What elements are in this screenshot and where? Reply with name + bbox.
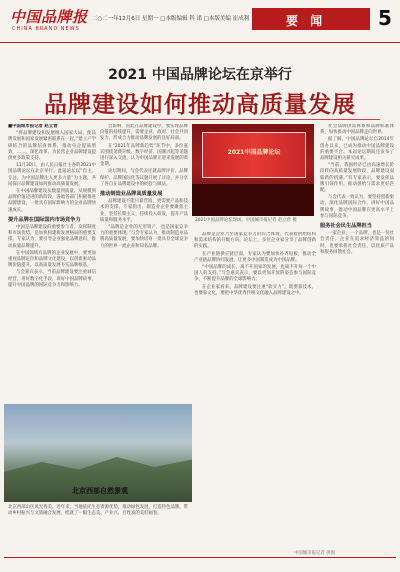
masthead-sub: CHINA BRAND NEWS <box>12 26 80 32</box>
paragraph: 论坛期间，与会代表还就品牌评价、品牌保护、品牌国际化等议题开展了讨论，并分享了各自在品牌建设中的经验与做法。 <box>100 169 188 187</box>
paragraph: 一家企业，一个品牌，也是一份社会责任。企业在追求经济效益的同时，也要承担社会责任，以优质产品和服务回馈社会。 <box>320 231 394 255</box>
paragraph: “将品牌建设和发展纳入国家大局，使品牌发展和国家发展紧密联系在一起，”建立产学研结合的品牌培育体系，推动央企提质增效，……，深化改革，为民营企业品牌建设提供更多政策支持。 <box>8 131 96 162</box>
section-name: 要 闻 <box>286 14 327 28</box>
paragraph: 与会代表一致认为，要坚持创新驱动，深化品牌国际合作，讲好中国品牌故事，推动中国品牌在更高水平上参与国际竞争。 <box>320 195 394 219</box>
paragraph: 中国是品牌建设的重要参与者，发挥制度和市场优势，是加快构建新发展格局的重要支撑。专家认为，要引导企业强化品牌意识，推动质量品牌提升。 <box>8 225 96 249</box>
photo-caption: 2021中国品牌论坛现场。中国城市报记者 赵立营 摄 <box>195 218 297 223</box>
stage-audience <box>192 184 314 216</box>
paragraph: 在企业家看来，品牌建设要注重“软实力”，既要靠技术，也要靠文化，要把中华优秀传统文化融入品牌建设之中。 <box>194 284 316 296</box>
paragraph: 会影响，因此在品牌建设中，要实现品牌价值的持续提升，需要企业、政府、社会共同发力，形成合力推动品牌发展的良好局面。 <box>100 124 188 142</box>
article-column-4 <box>320 124 394 548</box>
paragraph: 社会品牌供需体系和品牌标准体系，加快推动中国品牌走向世界。 <box>320 124 394 136</box>
paragraph: “品牌是企业的无形资产，也是国家竞争力的重要体现。”与会专家认为，推动制造业品牌高质量发展，要加快培育一批具有全球竞争力的世界一流企业和知名品牌。 <box>100 225 188 249</box>
article-column-3 <box>194 232 316 550</box>
masthead-brand: 中国品牌报 <box>10 8 88 26</box>
paragraph: 在中国领域有品牌的企业发展中，要更加重视品牌定位和品牌文化建设，以创新驱动品牌价值提升，以高质量发展夯实品牌根基。 <box>8 250 96 269</box>
paragraph: “当前，我国经济已由高速增长阶段转向高质量发展阶段，品牌建设面临新的机遇。”有专家表示，要发挥品牌引领作用，推动供给与需求更好匹配。 <box>320 163 394 194</box>
forum-photo <box>192 124 314 216</box>
paragraph: 在“2021年品牌新趋势”环节中，多位嘉宾围绕消费升级、数字经济、国潮兴起等话题进行深入交流，认为中国品牌正迎来发展的黄金期。 <box>100 143 188 168</box>
paragraph: 与会嘉宾表示，当前品牌建设要注重诚信经营，用好数字化手段，讲好中国品牌故事，提升中国品牌的国际竞争力和影响力。 <box>8 270 96 288</box>
paragraph: 11月30日，由人民日报社主办的2021中国品牌论坛在北京举行。此届论坛以“自主、专注，为中国品牌注入更多力量”为主题，共同探讨品牌建设如何推动高质量发展。 <box>8 163 96 187</box>
paragraph: 品牌建设不能只靠营销，更需要产品和技术的支撑。专家指出，制造业企业要聚焦主业，坚持长期主义，持续投入研发，提升产品质量和服务水平。 <box>100 199 188 223</box>
photo-story-caption: 北京西部山区风光秀美。近年来，当地依托生态资源优势，推动绿色发展，打造特色品牌，带动乡村振兴与文旅融合发展，绘就了一幅生态美、产业兴、百姓富的美好画卷。 <box>8 505 189 516</box>
article-column-2 <box>100 124 188 400</box>
paragraph: 在产业链供应链层面，专家认为要加快补齐短板，推动全产业链品牌协同发展，让更多中国制造成为中国品牌。 <box>194 251 316 263</box>
section-subhead: 提升品牌在国际国内市场竞争力 <box>8 216 81 223</box>
page-number: 5 <box>378 6 392 30</box>
article-headline: 品牌建设如何推动高质量发展 <box>44 91 356 118</box>
paragraph: “中国品牌的成长，离不开国家的发展，也离不开每一个中国人的支持。”与会嘉宾表示，要以更加开放的姿态参与国际竞争，不断提升品牌的全球影响力。 <box>194 265 316 283</box>
section-subhead: 推动制造业品牌高质量发展 <box>100 191 163 198</box>
article-column-1 <box>8 124 96 400</box>
section-subhead: 服务社会民生品牌担当 <box>320 223 372 230</box>
article-kicker: 2021 中国品牌论坛在京举行 <box>108 67 292 83</box>
photo-story-title: 北京西部自然景观 <box>72 487 128 495</box>
page-header <box>0 0 400 43</box>
footer-credit: 中国城市报记者 供图 <box>294 551 335 556</box>
paragraph: 在中国品牌建设从数量到质量、从规模到品牌价值迈进的新阶段，各地各部门积极推进品牌建设，一批具有国际影响力的企业品牌快速成长。 <box>8 189 96 213</box>
stage-screen-title: 2021中国品牌论坛 <box>227 149 281 156</box>
headline-divider <box>20 119 380 120</box>
footer-rule <box>4 557 396 558</box>
issue-meta: 二○二一年12月6日 星期一 □本版编辑 科 诺 □本版美编 崔成利 <box>92 16 250 22</box>
paragraph: 品牌是企业乃至国家竞争力的综合体现，代表着供给结构和需求结构的升级方向。论坛上，多位企业家分享了品牌创新的实践。 <box>194 232 316 250</box>
paragraph: 据了解，中国品牌论坛自2014年创办以来，已成为推动中国品牌建设的重要平台。本届论坛期间还发布了品牌建设相关研究成果。 <box>320 137 394 162</box>
stage-screen <box>202 132 306 178</box>
article-byline: ■中国城市报记者 赵立营 <box>8 124 58 129</box>
